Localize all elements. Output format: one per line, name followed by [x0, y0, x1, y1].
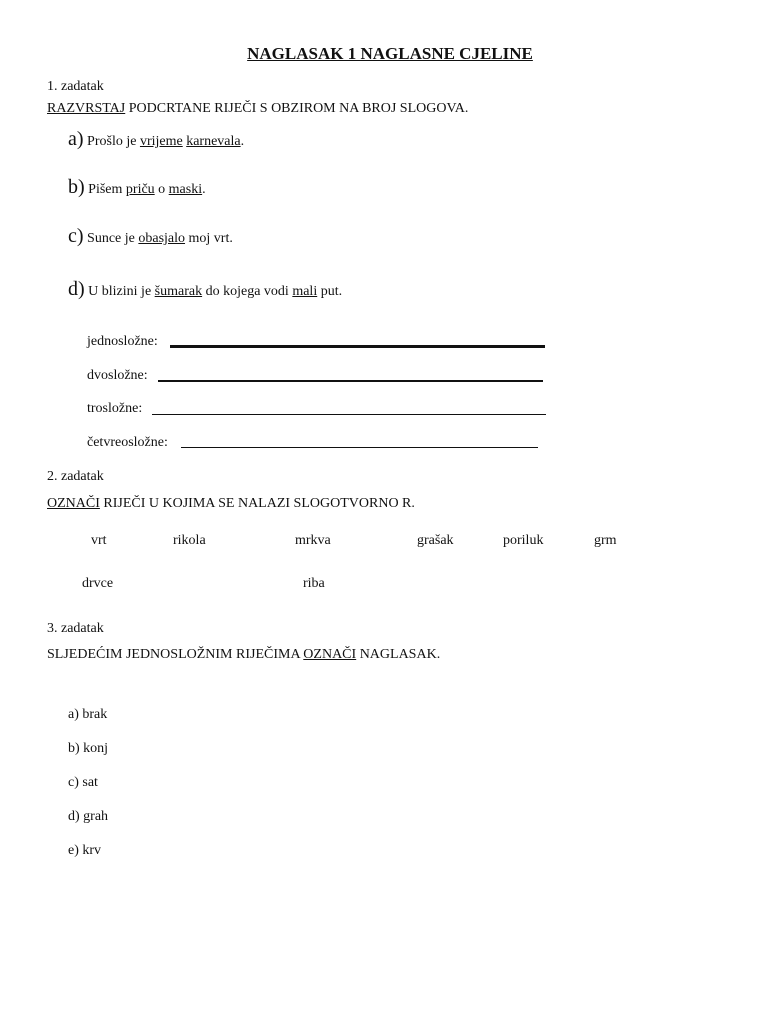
task3-instruction-text: SLJEDEĆIM JEDNOSLOŽNIM RIJEČIMA — [47, 647, 304, 662]
task3-item[interactable]: d) grah — [68, 809, 109, 824]
answer-label-dvoslozne: dvosložne: — [87, 368, 148, 383]
word-option[interactable]: poriluk — [503, 533, 544, 548]
sentence-a — [68, 128, 244, 151]
answer-line-dvoslozne[interactable] — [158, 380, 543, 382]
sentence-text: moj vrt. — [185, 231, 233, 246]
sentence-text: Prošlo je — [87, 134, 140, 149]
sentence-d — [68, 278, 342, 301]
sentence-b — [68, 176, 206, 199]
task3-instruction-text: NAGLASAK. — [356, 647, 441, 662]
word-option[interactable]: vrt — [91, 533, 107, 548]
task2-instruction-keyword: OZNAČI — [47, 496, 100, 511]
answer-line-cetvreoslozne[interactable] — [181, 447, 538, 448]
task2-instruction — [47, 496, 415, 512]
answer-label-cetvreoslozne: četvreosložne: — [87, 435, 168, 450]
sentence-letter: d) — [68, 278, 85, 300]
underlined-word: maski — [168, 182, 203, 197]
task3-instruction-keyword: OZNAČI — [303, 647, 357, 662]
task3-item[interactable]: b) konj — [68, 741, 109, 756]
sentence-letter: b) — [68, 176, 85, 198]
word-option[interactable]: drvce — [82, 576, 114, 591]
word-option[interactable]: riba — [303, 576, 325, 591]
task2-instruction-text: RIJEČI U KOJIMA SE NALAZI SLOGOTVORNO R. — [99, 496, 415, 511]
sentence-text: do kojega vodi — [202, 284, 293, 299]
sentence-text: Sunce je — [87, 231, 139, 246]
task1-heading: 1. zadatak — [47, 79, 104, 94]
underlined-word: obasjalo — [138, 231, 186, 246]
task3-item[interactable]: e) krv — [68, 843, 102, 858]
sentence-letter: a) — [68, 128, 84, 150]
sentence-text: U blizini je — [88, 284, 155, 299]
answer-line-troslozne[interactable] — [152, 414, 546, 415]
answer-label-jednoslozne: jednosložne: — [87, 334, 158, 349]
sentence-text: . — [202, 182, 206, 197]
word-option[interactable]: mrkva — [295, 533, 331, 548]
underlined-word: vrijeme — [139, 134, 183, 149]
sentence-text: o — [154, 182, 169, 197]
sentence-text: Pišem — [88, 182, 126, 197]
underlined-word: karnevala — [186, 134, 241, 149]
sentence-letter: c) — [68, 225, 84, 247]
task1-instruction-keyword: RAZVRSTAJ — [47, 101, 126, 116]
word-option[interactable]: grm — [594, 533, 617, 548]
word-option[interactable]: rikola — [173, 533, 206, 548]
underlined-word: šumarak — [154, 284, 203, 299]
answer-line-jednoslozne[interactable] — [170, 345, 545, 348]
task3-item[interactable]: a) brak — [68, 707, 108, 722]
answer-label-troslozne: trosložne: — [87, 401, 143, 416]
sentence-text: . — [240, 134, 245, 149]
page-title: NAGLASAK 1 NAGLASNE CJELINE — [247, 44, 533, 63]
underlined-word: priču — [125, 182, 155, 197]
task3-instruction — [47, 647, 440, 663]
task1-instruction — [47, 101, 468, 117]
task2-heading: 2. zadatak — [47, 469, 104, 484]
sentence-text: put. — [317, 284, 343, 299]
task3-item[interactable]: c) sat — [68, 775, 98, 790]
underlined-word: mali — [292, 284, 318, 299]
word-option[interactable]: grašak — [417, 533, 454, 548]
task3-heading: 3. zadatak — [47, 621, 104, 636]
task1-instruction-text: PODCRTANE RIJEČI S OBZIROM NA BROJ SLOGOVA. — [125, 101, 469, 116]
sentence-c — [68, 225, 233, 248]
